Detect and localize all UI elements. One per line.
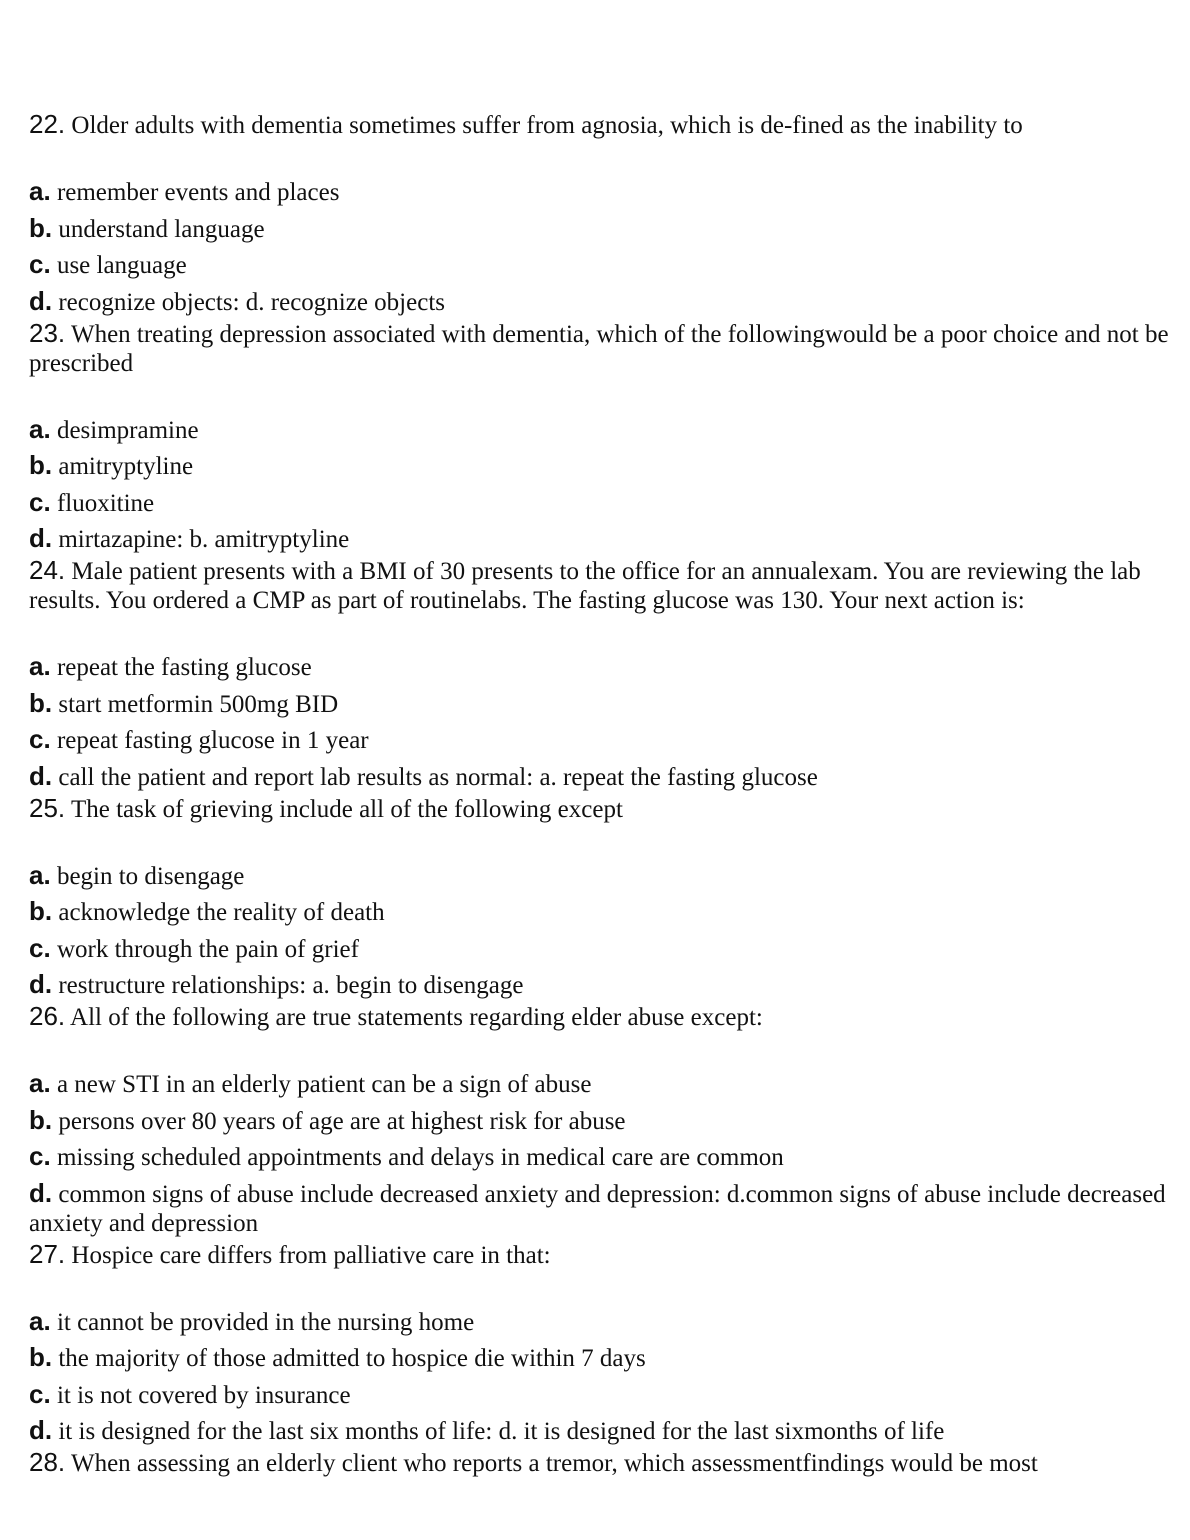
option-b [29,211,1169,248]
option-a [29,649,1169,686]
option-a [29,858,1169,895]
option-letter: a. [29,176,51,206]
option-letter: b. [29,1104,53,1135]
option-text: the majority of those admitted to hospice die within 7 days [58,1345,646,1372]
question-text: When assessing an elderly client who reports a tremor, which assessmentfindings would be most [70,1450,1038,1477]
option-d-with-answer [29,1413,1169,1448]
option-text: remember events and places [56,179,340,206]
question-number: 27. [29,1238,66,1269]
option-letter: c. [29,486,51,517]
option-letter: c. [29,1141,51,1171]
option-letter: d. [29,285,53,316]
option-d-with-answer [29,759,1169,794]
question-text: The task of grieving include all of the following except [70,795,623,823]
option-letter: b. [29,896,53,926]
option-text: use language [56,252,187,279]
question-23 [29,319,1169,557]
option-b [29,686,1169,723]
option-text: repeat fasting glucose in 1 year [56,727,369,754]
option-letter: a. [29,651,51,681]
option-letter: c. [29,1378,51,1409]
option-text: repeat the fasting glucose [56,654,312,681]
option-c [29,485,1169,522]
option-letter: d. [29,760,53,791]
option-letter: b. [29,687,53,718]
option-text: it cannot be provided in the nursing home [56,1308,475,1336]
option-letter: d. [29,969,53,999]
option-text: acknowledge the reality of death [58,899,385,926]
option-b [29,1103,1169,1140]
question-number: 23. [29,317,66,348]
option-letter: d. [29,1177,53,1208]
option-a [29,174,1169,211]
question-text: When treating depression associated with dementia, which of the followingwould be a poor choice and not be prescribed [29,320,1169,377]
option-letter: a. [29,859,51,890]
option-text: understand language [58,215,265,243]
question-number: 28. [29,1447,66,1477]
option-letter: c. [29,724,51,754]
option-text: mirtazapine: b. amitryptyline [58,526,350,553]
option-text: call the patient and report lab results as normal: a. repeat the fasting glucose [58,763,818,791]
question-number: 22. [29,109,66,139]
option-text: start metformin 500mg BID [58,690,339,718]
option-letter: b. [29,450,53,480]
question-number: 24. [29,555,66,585]
question-22 [29,110,1169,319]
option-text: persons over 80 years of age are at highest risk for abuse [58,1107,626,1135]
option-text: begin to disengage [56,862,245,890]
option-text: it is designed for the last six months of life: d. it is designed for the last sixmonths of life [58,1418,945,1445]
question-26 [29,1002,1169,1240]
option-letter: a. [29,1305,51,1336]
option-d-with-answer [29,284,1169,319]
option-b [29,894,1169,931]
question-text: Male patient presents with a BMI of 30 presents to the office for an annualexam. You are reviewing the lab results. You ordered a CMP as part of routinelabs. The fasting glucose was 130. Your next action is: [29,558,1141,614]
option-a [29,412,1169,449]
option-c [29,1377,1169,1414]
question-number: 25. [29,792,66,823]
option-text: it is not covered by insurance [56,1381,351,1409]
question-text: Hospice care differs from palliative care in that: [71,1241,551,1269]
question-24 [29,556,1169,794]
option-letter: d. [29,523,53,553]
option-text: amitryptyline [58,453,194,480]
option-b [29,1340,1169,1377]
option-letter: b. [29,212,53,243]
option-d-with-answer [29,1176,1169,1240]
option-text: fluoxitine [56,489,155,517]
option-text: recognize objects: d. recognize objects [58,288,445,316]
option-text: common signs of abuse include decreased anxiety and depression: d.common signs of abuse include decreased anxiety and depression [29,1180,1166,1237]
option-text: missing scheduled appointments and delays in medical care are common [56,1144,784,1171]
option-c [29,1139,1169,1176]
question-28 [29,1448,1169,1478]
option-b [29,448,1169,485]
question-text: All of the following are true statements regarding elder abuse except: [70,1004,763,1031]
question-number: 26. [29,1001,66,1031]
option-a [29,1304,1169,1341]
question-27 [29,1240,1169,1449]
option-letter: a. [29,1068,51,1098]
option-text: desimpramine [56,416,199,444]
option-letter: c. [29,932,51,963]
option-c [29,931,1169,968]
option-c [29,247,1169,284]
option-letter: b. [29,1342,53,1372]
document-page [29,110,1169,1478]
option-letter: c. [29,249,51,279]
option-letter: d. [29,1415,53,1445]
option-text: a new STI in an elderly patient can be a sign of abuse [56,1071,592,1098]
option-a [29,1066,1169,1103]
option-c [29,722,1169,759]
option-text: work through the pain of grief [56,935,359,963]
question-25 [29,794,1169,1003]
question-text: Older adults with dementia sometimes suffer from agnosia, which is de-fined as the inability to [71,112,1023,139]
option-d-with-answer [29,521,1169,556]
option-text: restructure relationships: a. begin to disengage [58,972,524,999]
option-letter: a. [29,413,51,444]
option-d-with-answer [29,967,1169,1002]
